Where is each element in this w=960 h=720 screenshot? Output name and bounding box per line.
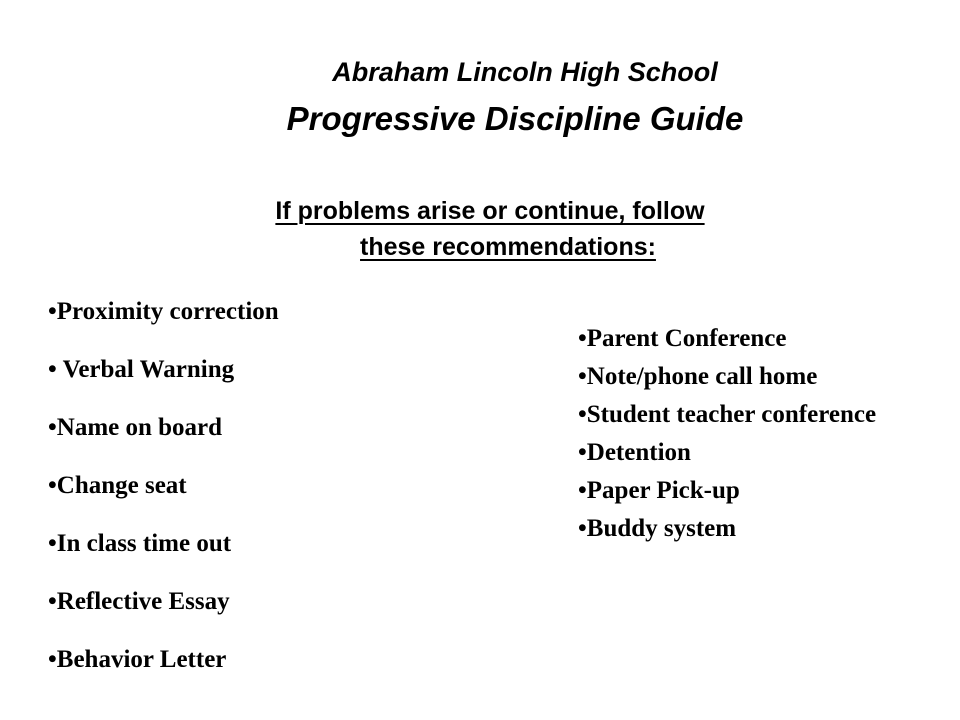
left-recommendation-list [48, 294, 408, 700]
list-item [578, 396, 918, 434]
school-name: Abraham Lincoln High School [332, 57, 718, 87]
list-item [48, 352, 408, 410]
bullet-icon: • [578, 363, 587, 390]
bullet-icon: • [48, 530, 57, 557]
list-item-label: Detention [586, 439, 691, 466]
right-recommendation-list [578, 320, 918, 548]
bullet-icon: • [578, 439, 587, 466]
bullet-icon: • [578, 401, 587, 428]
list-item [578, 434, 918, 472]
list-item [578, 510, 918, 548]
list-item-label: Buddy system [586, 515, 737, 542]
guide-title: Progressive Discipline Guide [286, 100, 744, 137]
list-item [578, 472, 918, 510]
list-item-label: Reflective Essay [56, 588, 230, 615]
recommendations-heading [190, 193, 790, 265]
bullet-icon: • [48, 414, 57, 441]
list-item [48, 584, 408, 642]
list-item-label: Note/phone call home [586, 363, 818, 390]
list-item-label: Name on board [56, 414, 223, 441]
bullet-icon: • [578, 477, 587, 504]
bullet-icon: • [578, 515, 587, 542]
bullet-icon: • [578, 325, 587, 352]
list-item-label: Student teacher conference [586, 401, 877, 428]
list-item [578, 358, 918, 396]
list-item [48, 526, 408, 584]
bullet-icon: • [48, 472, 57, 499]
bullet-icon: • [48, 588, 57, 615]
list-item [48, 642, 408, 700]
list-item-label: Change seat [56, 472, 187, 499]
bullet-icon: • [48, 298, 57, 325]
heading-line-1: If problems arise or continue, follow [275, 197, 705, 225]
list-item [48, 410, 408, 468]
heading-line-2: these recommendations: [360, 233, 656, 261]
list-item [48, 294, 408, 352]
list-item-label: Paper Pick-up [586, 477, 740, 504]
list-item-label: Behavior Letter [56, 646, 227, 673]
bullet-icon: • [48, 356, 57, 383]
list-item-label: Proximity correction [56, 298, 279, 325]
list-item [578, 320, 918, 358]
bullet-icon: • [48, 646, 57, 673]
list-item-label: Verbal Warning [56, 356, 235, 383]
list-item [48, 468, 408, 526]
list-item-label: In class time out [56, 530, 232, 557]
list-item-label: Parent Conference [586, 325, 787, 352]
